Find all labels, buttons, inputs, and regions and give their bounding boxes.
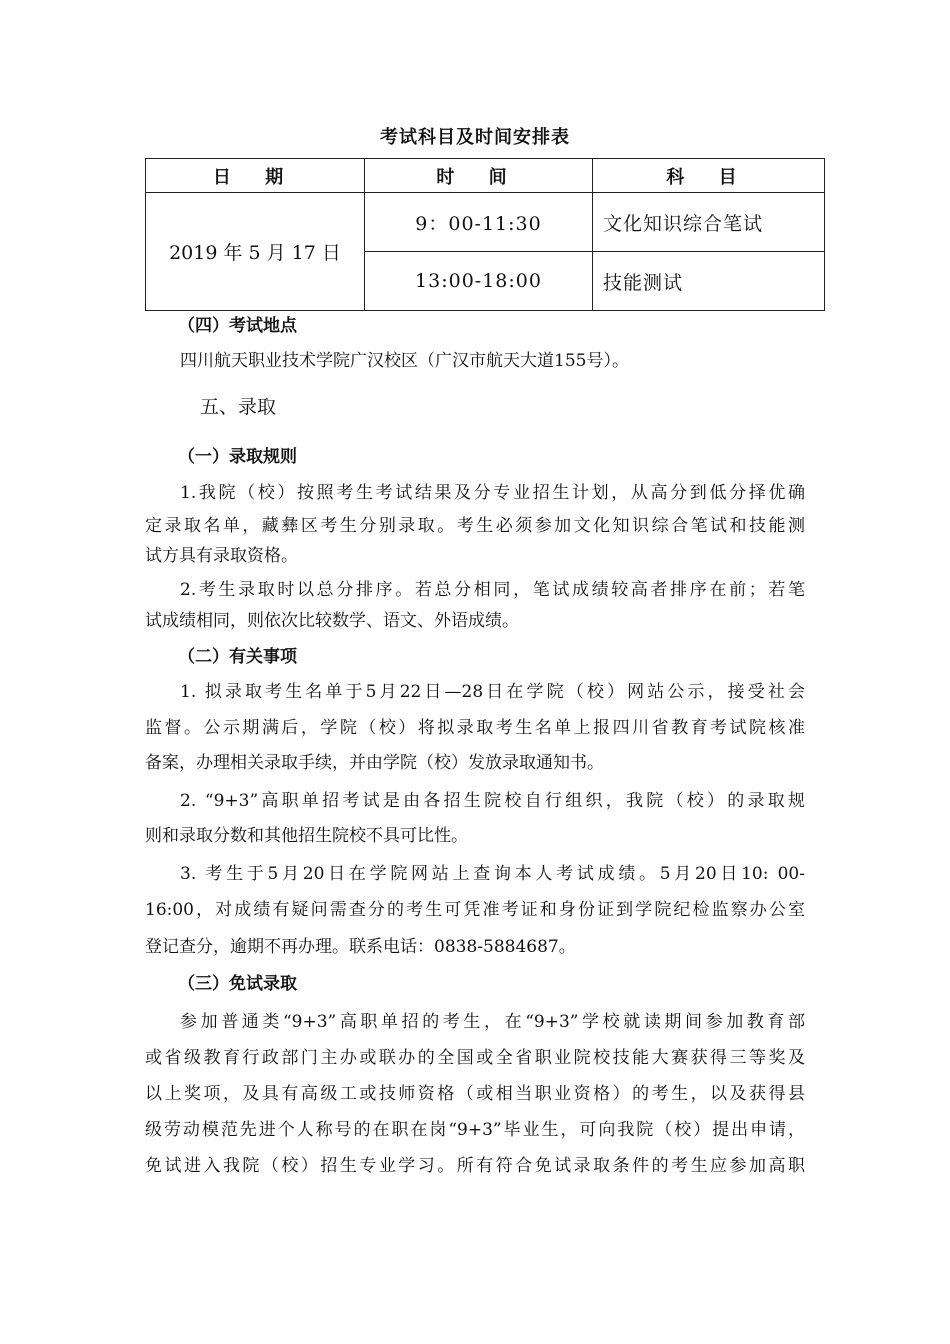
sub3-p1-line1: 参加普通类“9+3”高职单招的考生，在“9+3”学校就读期间参加教育部: [180, 1012, 805, 1032]
time-cell: 13:00-18:00: [365, 252, 593, 311]
sub1-p1-line1: 1.我院（校）按照考生考试结果及分专业招生计划，从高分到低分择优确: [180, 483, 805, 503]
sub3-p1-line2: 或省级教育行政部门主办或联办的全国或全省职业院校技能大赛获得三等奖及: [145, 1048, 805, 1068]
date-cell: 2019 年 5 月 17 日: [146, 193, 365, 311]
sub3-p1-line3: 以上奖项，及具有高级工或技师资格（或相当职业资格）的考生，以及获得县: [145, 1084, 805, 1104]
table-header-row: [146, 159, 825, 193]
sub2-p1-line3: 备案，办理相关录取手续，并由学院（校）发放录取通知书。: [145, 753, 604, 773]
section4-text: 四川航天职业技术学院广汉校区（广汉市航天大道155号）。: [180, 351, 629, 371]
sub2-p3-line2: 16:00，对成绩有疑问需查分的考生可凭准考证和身份证到学院纪检监察办公室: [145, 900, 805, 920]
sub2-heading: （二）有关事项: [178, 647, 297, 667]
section4-heading: （四）考试地点: [178, 316, 297, 336]
time-cell: 9：00-11:30: [365, 193, 593, 252]
sub2-p2-line1: 2. “9+3”高职单招考试是由各招生院校自行组织，我院（校）的录取规: [180, 791, 805, 811]
sub2-p3-line3: 登记查分，逾期不再办理。联系电话：0838-5884687。: [145, 937, 576, 957]
sub3-heading: （三）免试录取: [178, 974, 297, 994]
table-title: 考试科目及时间安排表: [380, 127, 570, 148]
header-time: 时 间: [365, 159, 593, 193]
sub2-p1-line2: 监督。公示期满后，学院（校）将拟录取考生名单上报四川省教育考试院核准: [145, 718, 805, 738]
sub1-heading: （一）录取规则: [178, 447, 297, 467]
sub1-p1-line2: 定录取名单，藏彝区考生分别录取。考生必须参加文化知识综合笔试和技能测: [145, 516, 805, 536]
section5-heading: 五、录取: [200, 396, 277, 418]
sub1-p1-line3: 试方具有录取资格。: [145, 546, 298, 566]
sub3-p1-line4: 级劳动模范先进个人称号的在职在岗“9+3”毕业生，可向我院（校）提出申请，: [145, 1120, 805, 1140]
subject-cell: 文化知识综合笔试: [593, 193, 825, 252]
table-row: [146, 193, 825, 252]
sub3-p1-line5: 免试进入我院（校）招生专业学习。所有符合免试录取条件的考生应参加高职: [145, 1156, 805, 1176]
sub1-p2-line1: 2.考生录取时以总分排序。若总分相同，笔试成绩较高者排序在前；若笔: [180, 580, 805, 600]
sub2-p1-line1: 1. 拟录取考生名单于5月22日—28日在学院（校）网站公示，接受社会: [180, 682, 805, 702]
header-subject: 科 目: [593, 159, 825, 193]
sub2-p2-line2: 则和录取分数和其他招生院校不具可比性。: [145, 826, 468, 846]
subject-cell: 技能测试: [593, 252, 825, 311]
sub2-p3-line1: 3. 考生于5月20日在学院网站上查询本人考试成绩。5月20日10: 00-: [180, 864, 805, 884]
header-date: 日 期: [146, 159, 365, 193]
schedule-table: [145, 158, 825, 311]
sub1-p2-line2: 试成绩相同，则依次比较数学、语文、外语成绩。: [145, 611, 519, 631]
